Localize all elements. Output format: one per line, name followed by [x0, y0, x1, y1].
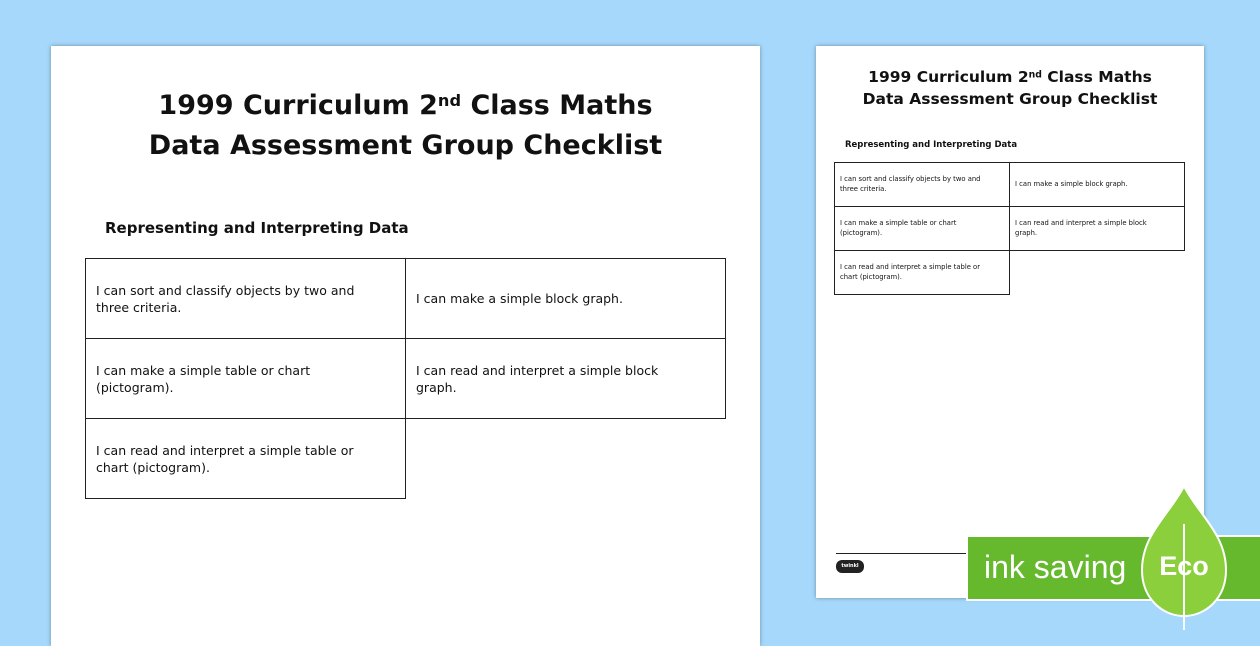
- checklist-item: I can sort and classify objects by two and three criteria.: [85, 258, 406, 339]
- title-line1-small: 1999 Curriculum 2nd Class Maths: [868, 68, 1152, 86]
- title-line2-small: Data Assessment Group Checklist: [862, 90, 1158, 108]
- title-line2: Data Assessment Group Checklist: [148, 130, 663, 161]
- page-preview-large: [51, 46, 760, 646]
- ink-saving-label: ink saving: [984, 549, 1127, 585]
- twinkl-logo: twinkl: [836, 560, 864, 573]
- checklist-item: I can read and interpret a simple table or chart (pictogram).: [85, 418, 406, 499]
- checklist-item-small: I can read and interpret a simple block graph.: [1009, 206, 1185, 251]
- checklist-item-small: I can sort and classify objects by two and three criteria.: [834, 162, 1010, 207]
- section-heading: Representing and Interpreting Data: [105, 219, 409, 237]
- checklist-item: I can make a simple table or chart (pictogram).: [85, 338, 406, 419]
- title-line1: 1999 Curriculum 2nd Class Maths: [158, 90, 653, 121]
- checklist-item-small: I can make a simple block graph.: [1009, 162, 1185, 207]
- eco-label: Eco: [1159, 551, 1209, 581]
- checklist-item-small: I can make a simple table or chart (pictogram).: [834, 206, 1010, 251]
- document-title: [51, 86, 760, 166]
- document-title-small: [816, 66, 1204, 110]
- checklist-item-small: I can read and interpret a simple table or chart (pictogram).: [834, 250, 1010, 295]
- section-heading-small: Representing and Interpreting Data: [845, 140, 1018, 150]
- checklist-item: I can read and interpret a simple block graph.: [405, 338, 726, 419]
- checklist-item: I can make a simple block graph.: [405, 258, 726, 339]
